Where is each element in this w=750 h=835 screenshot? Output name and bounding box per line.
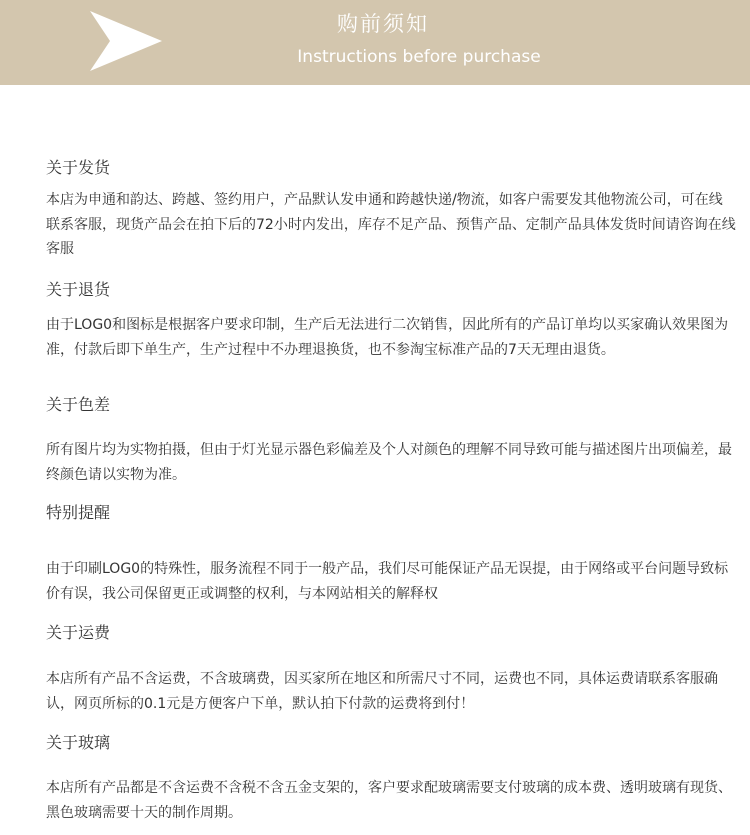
section-title-color-difference: 关于色差 <box>46 395 111 414</box>
section-body-color-difference: 所有图片均为实物拍摄，但由于灯光显示器色彩偏差及个人对颜色的理解不同导致可能与描述图片出项偏差，最终颜色请以实物为准。 <box>46 442 732 483</box>
section-body-freight: 本店所有产品不含运费，不含玻璃费，因买家所在地区和所需尺寸不同，运费也不同，具体运费请联系客服确认，网页所标的0.1元是方便客户下单，默认拍下付款的运费将到付！ <box>46 671 718 712</box>
section-body-shipping: 本店为申通和韵达、跨越、签约用户，产品默认发申通和跨越快递/物流，如客户需要发其他物流公司，可在线联系客服，现货产品会在拍下后的72小时内发出，库存不足产品、预售产品、定制产品具体发货时间请咨询在线客服 <box>46 192 736 257</box>
section-body-special-notice: 由于印刷LOG0的特殊性，服务流程不同于一般产品，我们尽可能保证产品无误提，由于网络或平台问题导致标价有误，我公司保留更正或调整的权利，与本网站相关的解释权 <box>46 561 729 602</box>
section-body-returns: 由于LOG0和图标是根据客户要求印制，生产后无法进行二次销售，因此所有的产品订单均以买家确认效果图为准，付款后即下单生产，生产过程中不办理退换货，也不参淘宝标准产品的7天无理由退货。 <box>46 317 729 358</box>
page-title: 购前须知 <box>337 12 429 36</box>
header-banner <box>0 0 750 85</box>
section-title-returns: 关于退货 <box>46 280 111 299</box>
section-title-special-notice: 特别提醒 <box>46 503 111 522</box>
section-body-glass: 本店所有产品都是不含运费不含税不含五金支架的，客户要求配玻璃需要支付玻璃的成本费、透明玻璃有现货、黑色玻璃需要十天的制作周期。 <box>46 780 732 821</box>
section-title-glass: 关于玻璃 <box>46 733 111 752</box>
section-title-freight: 关于运费 <box>46 623 111 642</box>
page-subtitle: Instructions before purchase <box>297 47 541 67</box>
section-title-shipping: 关于发货 <box>46 158 111 177</box>
